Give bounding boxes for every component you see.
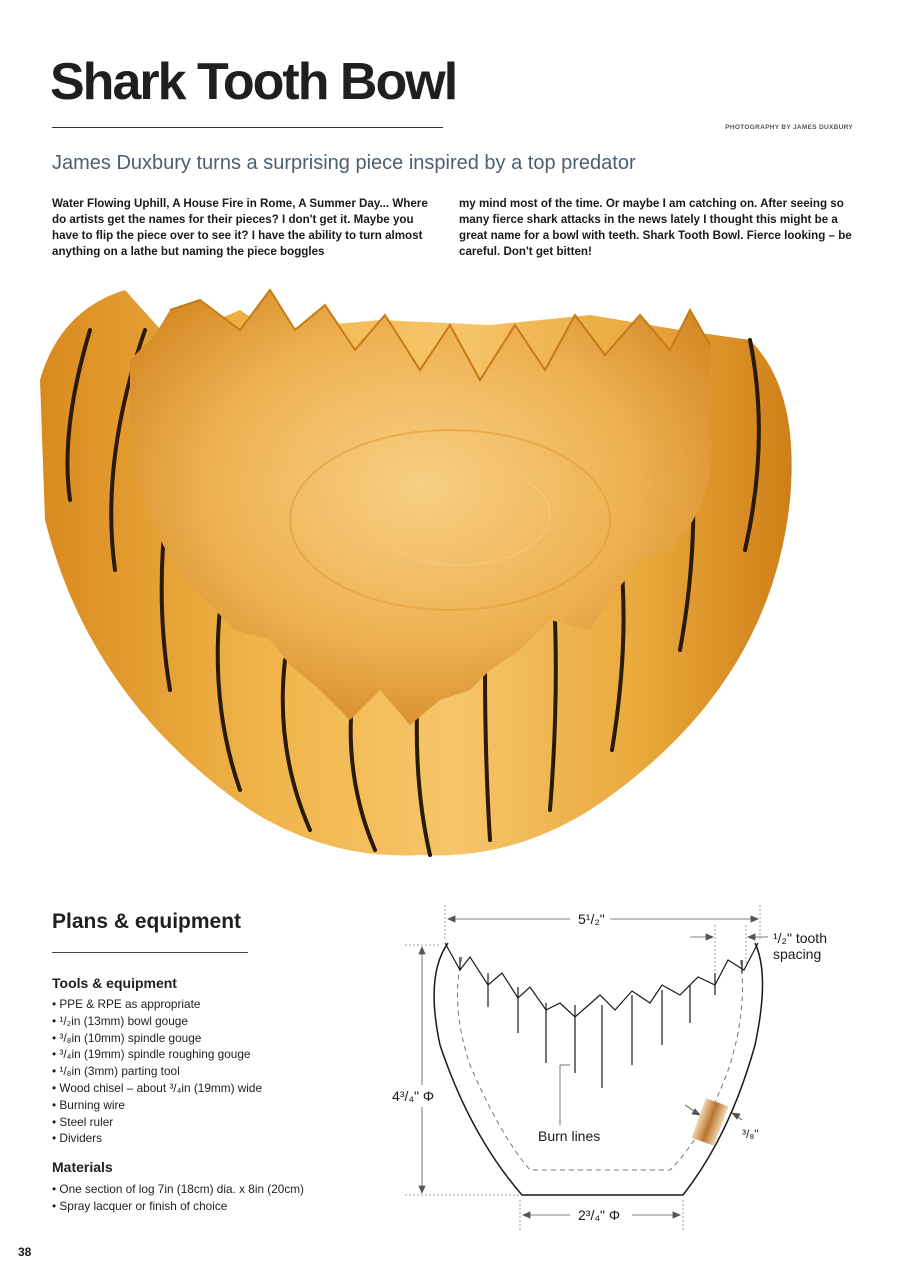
burn-lines-label: Burn lines: [538, 1128, 601, 1144]
title-rule: [52, 127, 443, 128]
list-item: • ¹/₂in (13mm) bowl gouge: [52, 1013, 262, 1030]
list-item: • Steel ruler: [52, 1114, 262, 1131]
burn-line-marks: [460, 957, 742, 1088]
intro-column-2: my mind most of the time. Or maybe I am catching on. After seeing so many fierce shark attacks in the news lately I thought this might be a great name for a bowl with teeth. Shark Tooth Bowl. Fierce looking – be careful. Don't get bitten!: [459, 197, 852, 258]
list-item: • ³/₄in (19mm) spindle roughing gouge: [52, 1046, 262, 1063]
dim-tooth-spacing: ¹/₂" tooth: [773, 930, 827, 946]
list-item: • Wood chisel – about ³/₄in (19mm) wide: [52, 1080, 262, 1097]
dim-tooth-spacing-word: spacing: [773, 946, 822, 962]
materials-heading: Materials: [52, 1159, 113, 1175]
bowl-diagram: [370, 895, 850, 1240]
dim-wall: ³/₈": [742, 1127, 759, 1141]
list-item: • ¹/₈in (3mm) parting tool: [52, 1063, 262, 1080]
article-subtitle: James Duxbury turns a surprising piece inspired by a top predator: [52, 152, 636, 174]
plans-rule: [52, 952, 248, 953]
dim-base: 2³/₄" Φ: [578, 1207, 621, 1223]
list-item: • Spray lacquer or finish of choice: [52, 1198, 304, 1215]
article-title: Shark Tooth Bowl: [50, 53, 457, 111]
materials-list: [52, 1181, 304, 1215]
dim-height: 4³/₄" Φ: [392, 1088, 435, 1104]
list-item: • ³/₈in (10mm) spindle gouge: [52, 1030, 262, 1047]
tools-list: [52, 996, 262, 1147]
list-item: • PPE & RPE as appropriate: [52, 996, 262, 1013]
diagram-bowl-outline: [434, 943, 762, 1195]
intro-column-1: Water Flowing Uphill, A House Fire in Rome, A Summer Day... Where do artists get the names for their pieces? I don't get it. Maybe you have to flip the piece over to see it? I have the ability to turn almost anything on a lathe but naming the piece boggles: [52, 197, 428, 258]
tools-heading: Tools & equipment: [52, 975, 177, 991]
wall-burn-band: [692, 1098, 729, 1146]
list-item: • Dividers: [52, 1130, 262, 1147]
plans-heading: Plans & equipment: [52, 910, 242, 933]
bowl-photo: [30, 270, 810, 880]
dim-top-width: 5¹/₂": [578, 911, 605, 927]
list-item: • Burning wire: [52, 1097, 262, 1114]
page-number: 38: [18, 1245, 32, 1259]
photo-credit: PHOTOGRAPHY BY JAMES DUXBURY: [725, 124, 853, 131]
list-item: • One section of log 7in (18cm) dia. x 8in (20cm): [52, 1181, 304, 1198]
